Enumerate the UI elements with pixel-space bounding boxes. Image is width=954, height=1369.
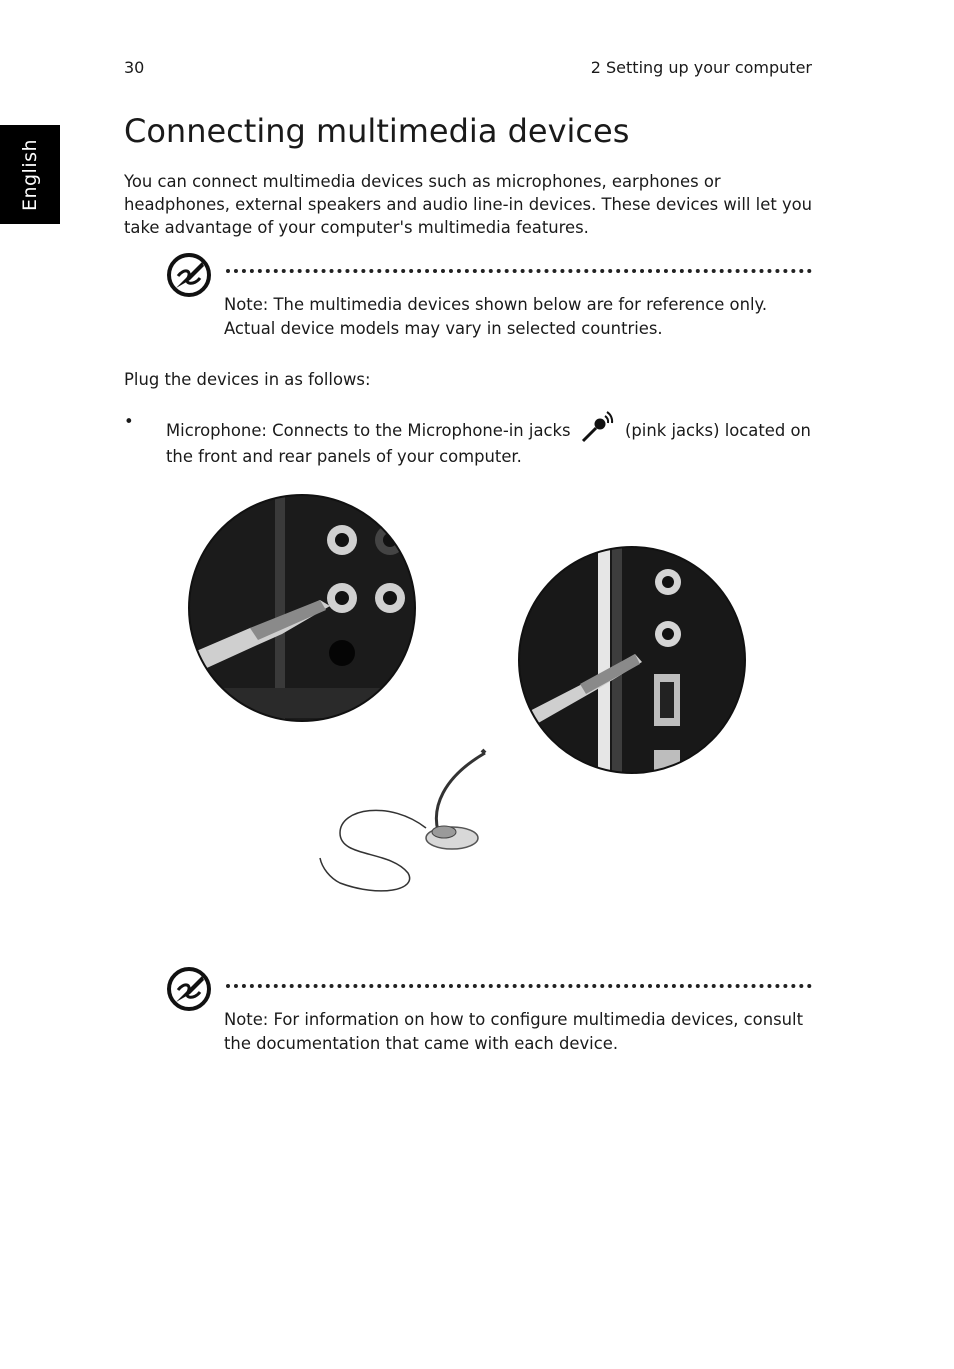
note-body: The multimedia devices shown below are for reference only. Actual device models may vary in selected countries.	[224, 295, 768, 338]
language-tab-label: English	[19, 138, 41, 211]
note-label: Note:	[224, 1010, 269, 1029]
note-label: Note:	[224, 295, 269, 314]
intro-paragraph: You can connect multimedia devices such as microphones, earphones or headphones, external speakers and audio line-in devices. These devices will let you take advantage of your computer's multimedia features.	[124, 172, 813, 237]
bullet-text-after: (pink jacks) located on the front and rear panels of your computer.	[166, 421, 811, 466]
note-body: For information on how to configure multimedia devices, consult the documentation that came with each device.	[224, 1010, 803, 1053]
rear-panel-closeup	[180, 488, 440, 748]
microphone-connection-illustration	[180, 488, 760, 908]
plug-instruction: Plug the devices in as follows:	[124, 370, 371, 389]
note-divider	[226, 984, 812, 988]
front-panel-closeup	[510, 538, 760, 798]
note-divider	[226, 269, 812, 273]
bullet-marker: •	[124, 412, 134, 431]
bullet-text-before: Microphone: Connects to the Microphone-in jacks	[166, 421, 571, 440]
note-2	[224, 1008, 814, 1056]
page-title: Connecting multimedia devices	[124, 112, 630, 150]
language-tab	[0, 125, 60, 224]
bullet-item-microphone	[166, 410, 816, 470]
page-number: 30	[124, 58, 145, 77]
microphone-icon	[580, 410, 616, 444]
note-pen-icon	[166, 966, 212, 1012]
desktop-microphone	[320, 750, 485, 891]
note-pen-icon	[166, 252, 212, 298]
note-1	[224, 293, 814, 341]
chapter-title: 2 Setting up your computer	[590, 58, 812, 77]
